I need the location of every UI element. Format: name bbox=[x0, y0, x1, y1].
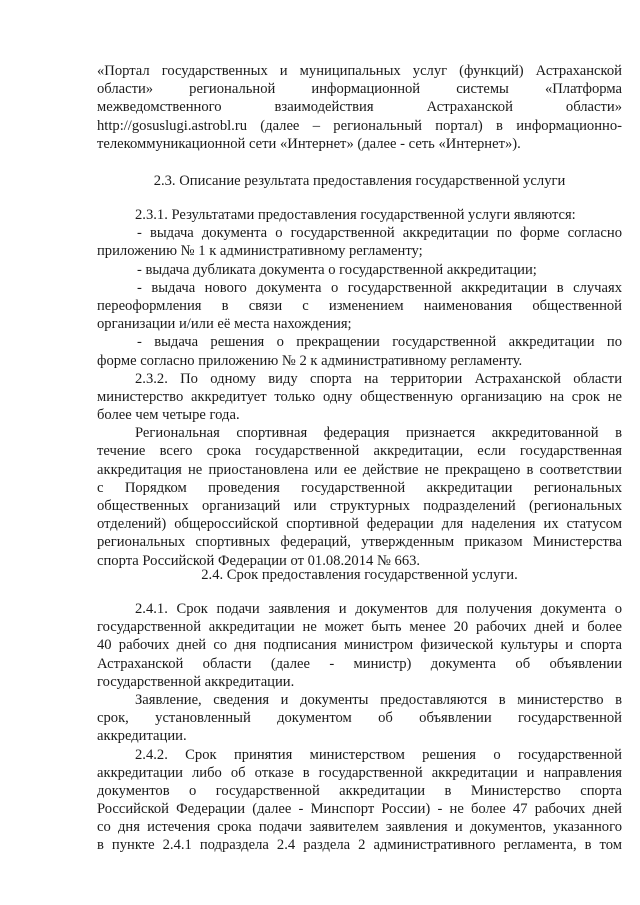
text-line: более чем четыре года. bbox=[97, 407, 240, 424]
text-line: спорта Российской Федерации от 01.08.2014 № 663. bbox=[97, 552, 421, 569]
text-line: министерство аккредитует только одну общественную организацию на срок не bbox=[97, 388, 622, 405]
text-line: 2.4.2. Срок принятия министерством решения о государственной bbox=[135, 746, 622, 763]
text-line: области» региональной информационной системы «Платформа bbox=[97, 81, 622, 98]
text-line: «Портал государственных и муниципальных услуг (функций) Астраханской bbox=[97, 63, 622, 79]
text-line: - выдача документа о государственной аккредитации по форме согласно bbox=[137, 225, 622, 242]
text-line: 2.3.1. Результатами предоставления государственной услуги являются: bbox=[135, 207, 576, 223]
text-line: аккредитации. bbox=[97, 728, 187, 745]
text-line: с Порядком проведения государственной аккредитации региональных bbox=[97, 479, 622, 496]
text-line: Заявление, сведения и документы предоставляются в министерство в bbox=[135, 691, 622, 708]
text-line: аккредитации либо об отказе в государственной аккредитации и направления bbox=[97, 764, 622, 781]
text-line: - выдача решения о прекращении государственной аккредитации по bbox=[137, 334, 622, 351]
section-heading-2-4: 2.4. Срок предоставления государственной услуги. bbox=[201, 567, 518, 583]
section-2-4-body bbox=[97, 600, 622, 855]
text-line: общественных организаций или структурных подразделений (региональных bbox=[97, 498, 622, 514]
text-line: региональных спортивных федераций, утвержденным приказом Министерства bbox=[97, 534, 622, 551]
text-line: межведомственного взаимодействия Астраханской области» bbox=[97, 99, 622, 116]
text-line: 2.3.2. По одному виду спорта на территории Астраханской области bbox=[135, 370, 622, 387]
text-line: в пункте 2.4.1 подраздела 2.4 раздела 2 административного регламента, в том bbox=[97, 837, 622, 854]
text-line: государственной аккредитации не может быть менее 20 рабочих дней и более bbox=[97, 619, 622, 636]
section-2-3-body bbox=[97, 206, 622, 570]
text-line: приложению № 1 к административному регламенту; bbox=[97, 243, 423, 260]
text-line: аккредитация не приостановлена или ее действие не прекращено в соответствии bbox=[97, 461, 622, 478]
text-line: переоформления в связи с изменением наименования общественной bbox=[97, 297, 622, 314]
text-line: течение всего срока государственной аккредитации, если государственная bbox=[97, 443, 622, 460]
text-line: Региональная спортивная федерация признается аккредитованной в bbox=[135, 425, 622, 442]
text-line: 40 рабочих дней со дня подписания министром физической культуры и спорта bbox=[97, 637, 622, 654]
text-line: со дня истечения срока подачи заявителем заявления и документов, указанного bbox=[97, 819, 622, 836]
text-line: срок, установленный документом об объявлении государственной bbox=[97, 710, 622, 727]
text-line: документов о государственной аккредитации в Министерство спорта bbox=[97, 782, 622, 799]
text-line: - выдача нового документа о государственной аккредитации в случаях bbox=[137, 279, 622, 296]
text-line: - выдача дубликата документа о государственной аккредитации; bbox=[137, 261, 537, 278]
text-line: отделений) общероссийской спортивной федерации для наделения их статусом bbox=[97, 516, 622, 533]
portal-paragraph bbox=[97, 62, 622, 153]
text-line: http://gosuslugi.astrobl.ru (далее – региональный портал) в информационно- bbox=[97, 117, 622, 134]
text-line: государственной аккредитации. bbox=[97, 673, 295, 690]
text-line: 2.4.1. Срок подачи заявления и документов для получения документа о bbox=[135, 601, 622, 617]
text-line: Российской Федерации (далее - Минспорт России) - не более 47 рабочих дней bbox=[97, 801, 622, 818]
text-line: форме согласно приложению № 2 к административному регламенту. bbox=[97, 352, 523, 369]
text-line: телекоммуникационной сети «Интернет» (далее - сеть «Интернет»). bbox=[97, 135, 521, 152]
text-line: Астраханской области (далее - министр) документа об объявлении bbox=[97, 655, 622, 672]
section-heading-2-3: 2.3. Описание результата предоставления государственной услуги bbox=[153, 173, 566, 189]
text-line: организации и/или её места нахождения; bbox=[97, 316, 352, 333]
